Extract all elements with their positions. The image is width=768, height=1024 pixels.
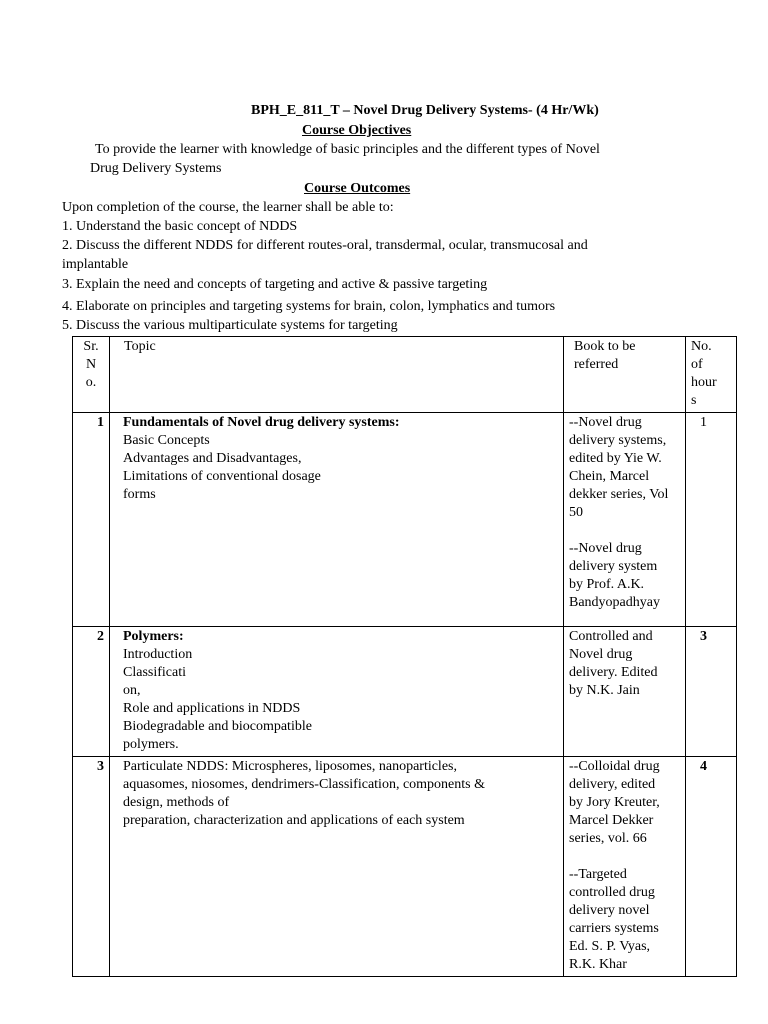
row-number: 3 bbox=[73, 757, 110, 977]
outcome-item-1: 1. Understand the basic concept of NDDS bbox=[62, 219, 298, 234]
header-topic: Topic bbox=[110, 337, 564, 413]
outcome-item-3: 3. Explain the need and concepts of targeting and active & passive targeting bbox=[62, 277, 488, 292]
row-book-reference: --Colloidal drug delivery, edited by Jory Kreuter, Marcel Dekker series, vol. 66 --Targeted controlled drug delivery novel carriers systems Ed. S. P. Vyas, R.K. Khar bbox=[564, 757, 686, 977]
outcomes-heading: Course Outcomes bbox=[304, 181, 411, 196]
course-title: BPH_E_811_T – Novel Drug Delivery Systems- (4 Hr/Wk) bbox=[251, 103, 599, 118]
outcome-item-5: 5. Discuss the various multiparticulate systems for targeting bbox=[62, 318, 398, 333]
objectives-text-line-2: Drug Delivery Systems bbox=[90, 161, 222, 176]
row-book-reference: --Novel drug delivery systems, edited by Yie W. Chein, Marcel dekker series, Vol 50 --Novel drug delivery system by Prof. A.K. Bandyopadhyay bbox=[564, 413, 686, 627]
outcome-item-2: 2. Discuss the different NDDS for different routes-oral, transdermal, ocular, transmucosal and bbox=[62, 238, 588, 253]
row-book-reference: Controlled and Novel drug delivery. Edited by N.K. Jain bbox=[564, 627, 686, 757]
syllabus-table bbox=[72, 336, 737, 977]
table-row bbox=[73, 413, 737, 627]
topic-title: Polymers: bbox=[123, 629, 184, 644]
table-header-row bbox=[73, 337, 737, 413]
row-hours: 1 bbox=[686, 413, 737, 627]
table-row bbox=[73, 757, 737, 977]
outcome-item-4: 4. Elaborate on principles and targeting systems for brain, colon, lymphatics and tumors bbox=[62, 299, 556, 314]
topic-title: Fundamentals of Novel drug delivery systems: bbox=[123, 415, 400, 430]
row-topic: Fundamentals of Novel drug delivery systems: Basic Concepts Advantages and Disadvantages, Limitations of conventional dosage forms bbox=[110, 413, 564, 627]
row-topic: Polymers: Introduction Classificati on, Role and applications in NDDS Biodegradable and biocompatible polymers. bbox=[110, 627, 564, 757]
objectives-text-line-1: To provide the learner with knowledge of basic principles and the different types of Novel bbox=[95, 142, 600, 157]
outcomes-intro: Upon completion of the course, the learner shall be able to: bbox=[62, 200, 394, 215]
row-number: 2 bbox=[73, 627, 110, 757]
row-topic: Particulate NDDS: Microspheres, liposomes, nanoparticles, aquasomes, niosomes, dendrimers-Classification, components & design, methods of preparation, characterization and applications of each system bbox=[110, 757, 564, 977]
row-hours: 4 bbox=[686, 757, 737, 977]
header-hours: No. of hour s bbox=[686, 337, 737, 413]
header-sr-no: Sr. N o. bbox=[73, 337, 110, 413]
table-row bbox=[73, 627, 737, 757]
row-hours: 3 bbox=[686, 627, 737, 757]
header-book: Book to be referred bbox=[564, 337, 686, 413]
objectives-heading: Course Objectives bbox=[302, 123, 412, 138]
outcome-item-2-continued: implantable bbox=[62, 257, 129, 272]
row-number: 1 bbox=[73, 413, 110, 627]
